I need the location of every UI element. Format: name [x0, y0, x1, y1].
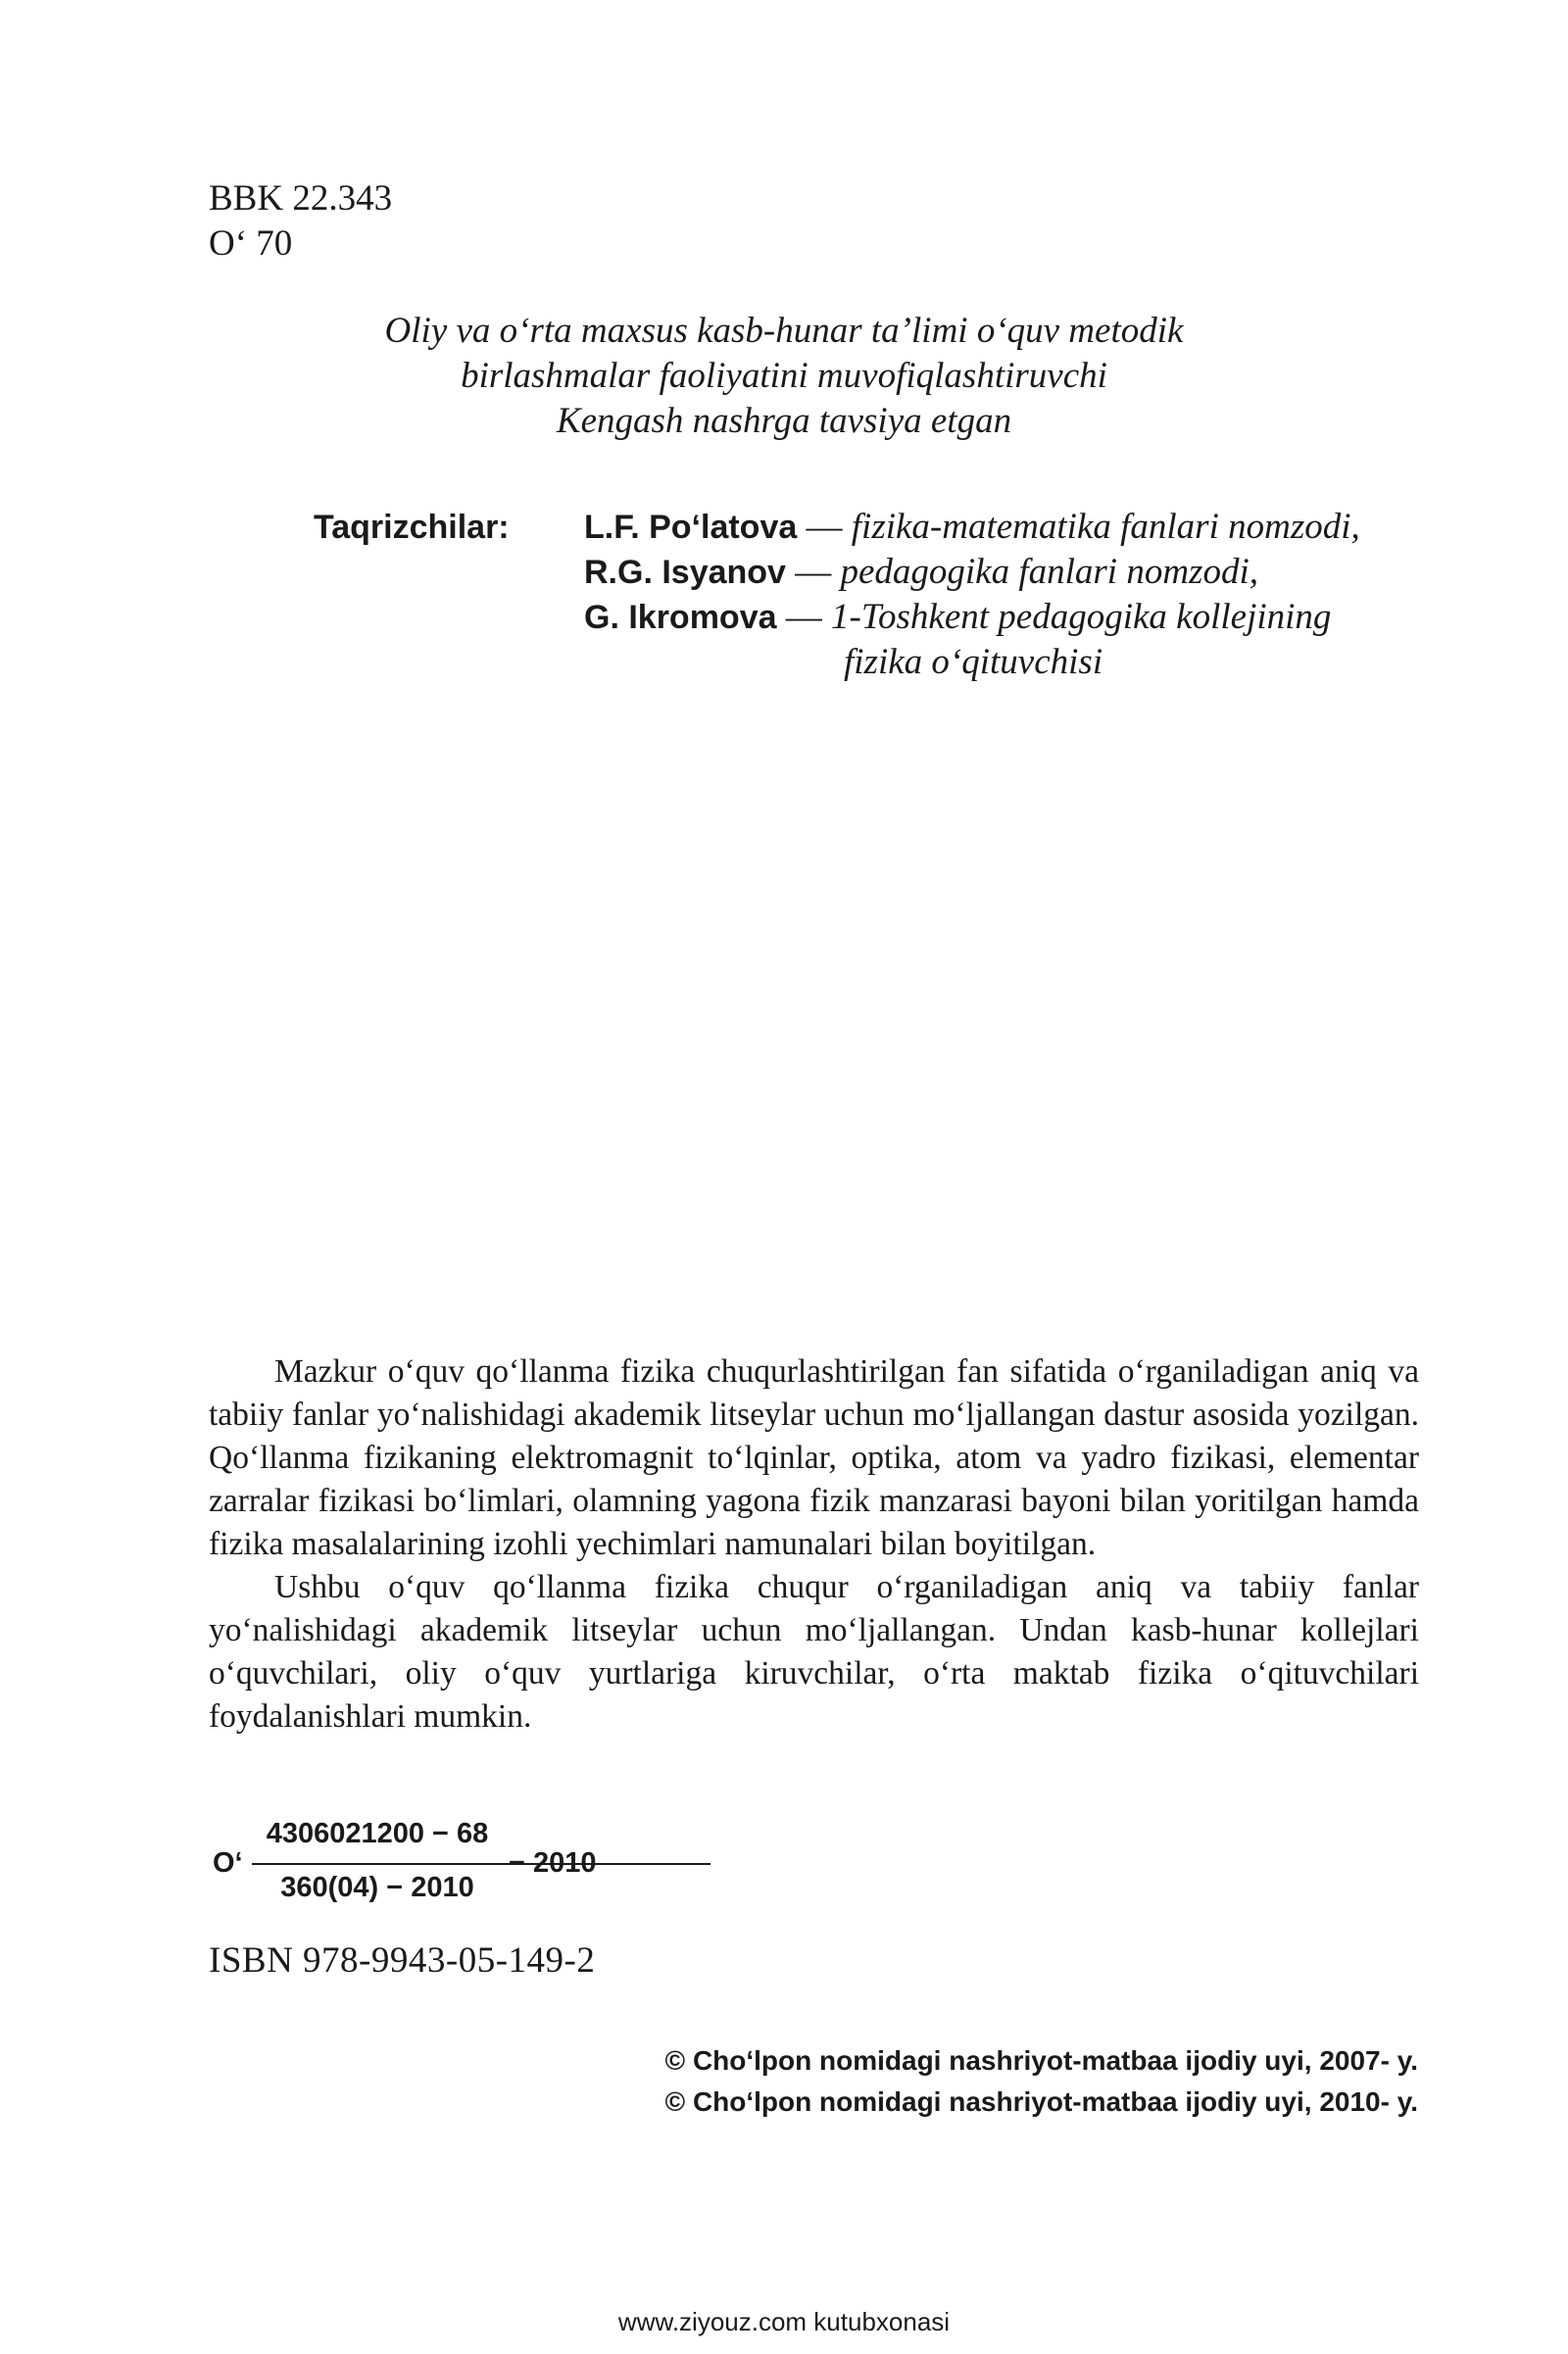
code-denominator [260, 1872, 710, 1904]
reviewer-dash: — [806, 507, 843, 547]
copyright-line: © Cho‘lpon nomidagi nashriyot-matbaa ijodiy uyi, 2007- y. [664, 2045, 1418, 2076]
code-numerator [260, 1818, 710, 1850]
reviewer-title: 1-Toshkent pedagogika kollejining [831, 597, 1332, 637]
code-numerator-text: 4306021200 − 68 [266, 1818, 489, 1849]
reviewer-entry [584, 595, 1466, 640]
reviewer-dash: — [795, 552, 832, 592]
code-denominator-text: 360(04) − 2010 [280, 1872, 474, 1903]
reviewer-dash: — [785, 597, 822, 637]
isbn: ISBN 978-9943-05-149-2 [209, 1940, 596, 1981]
reviewer-title-continuation: fizika o‘qituvchisi [844, 642, 1103, 682]
reviewer-entry [584, 550, 1466, 595]
recommendation-note [294, 309, 1274, 444]
recommendation-line: Kengash nashrga tavsiya etgan [556, 401, 1012, 441]
bbk-block [209, 176, 392, 267]
reviewers-label: Taqrizchilar: [314, 509, 510, 546]
classification-code [213, 1818, 624, 1916]
reviewer-title: pedagogika fanlari nomzodi, [840, 552, 1258, 592]
code-suffix: − 2010 [509, 1847, 597, 1879]
fraction-line [252, 1863, 710, 1865]
copyright-line: © Cho‘lpon nomidagi nashriyot-matbaa ijodiy uyi, 2010- y. [664, 2086, 1418, 2117]
reviewer-name: G. Ikromova [584, 599, 777, 636]
abstract [209, 1350, 1419, 1739]
reviewers-list [584, 505, 1466, 685]
reviewer-name: R.G. Isyanov [584, 554, 786, 591]
abstract-paragraph: Mazkur o‘quv qo‘llanma fizika chuqurlashtirilgan fan sifatida o‘rganiladigan aniq va tabiiy fanlar yo‘nalishidagi akademik litseylar uchun mo‘ljallangan dastur asosida yozilgan. Qo‘llanma fizikaning elektromagnit to‘lqinlar, optika, atom va yadro fizikasi, elementar zarralar fizikasi bo‘limlari, olamning yagona fizik manzarasi bayoni bilan yoritilgan hamda fizika masalalarining izohli yechimlari namunalari bilan boyitilgan. [209, 1353, 1419, 1562]
recommendation-line: Oliy va o‘rta maxsus kasb-hunar ta’limi o‘quv metodik [384, 311, 1184, 351]
footer-watermark: www.ziyouz.com kutubxonasi [617, 2307, 951, 2336]
author-mark: O‘ 70 [209, 223, 293, 264]
copyright-block [665, 2040, 1418, 2123]
reviewer-name: L.F. Po‘latova [584, 509, 798, 546]
bbk-code: BBK 22.343 [209, 178, 393, 219]
abstract-paragraph: Ushbu o‘quv qo‘llanma fizika chuqur o‘rganiladigan aniq va tabiiy fanlar yo‘nalishidagi akademik litseylar uchun mo‘ljallangan. Undan kasb-hunar kollejlari o‘quvchilari, oliy o‘quv yurtlariga kiruvchilar, o‘rta maktab fizika o‘qituvchilari foydalanishlari mumkin. [209, 1569, 1419, 1735]
code-prefix: O‘ [213, 1847, 243, 1879]
recommendation-line: birlashmalar faoliyatini muvofiqlashtiruvchi [461, 356, 1107, 396]
reviewer-entry [584, 505, 1466, 550]
reviewer-title: fizika-matematika fanlari nomzodi, [851, 507, 1360, 547]
